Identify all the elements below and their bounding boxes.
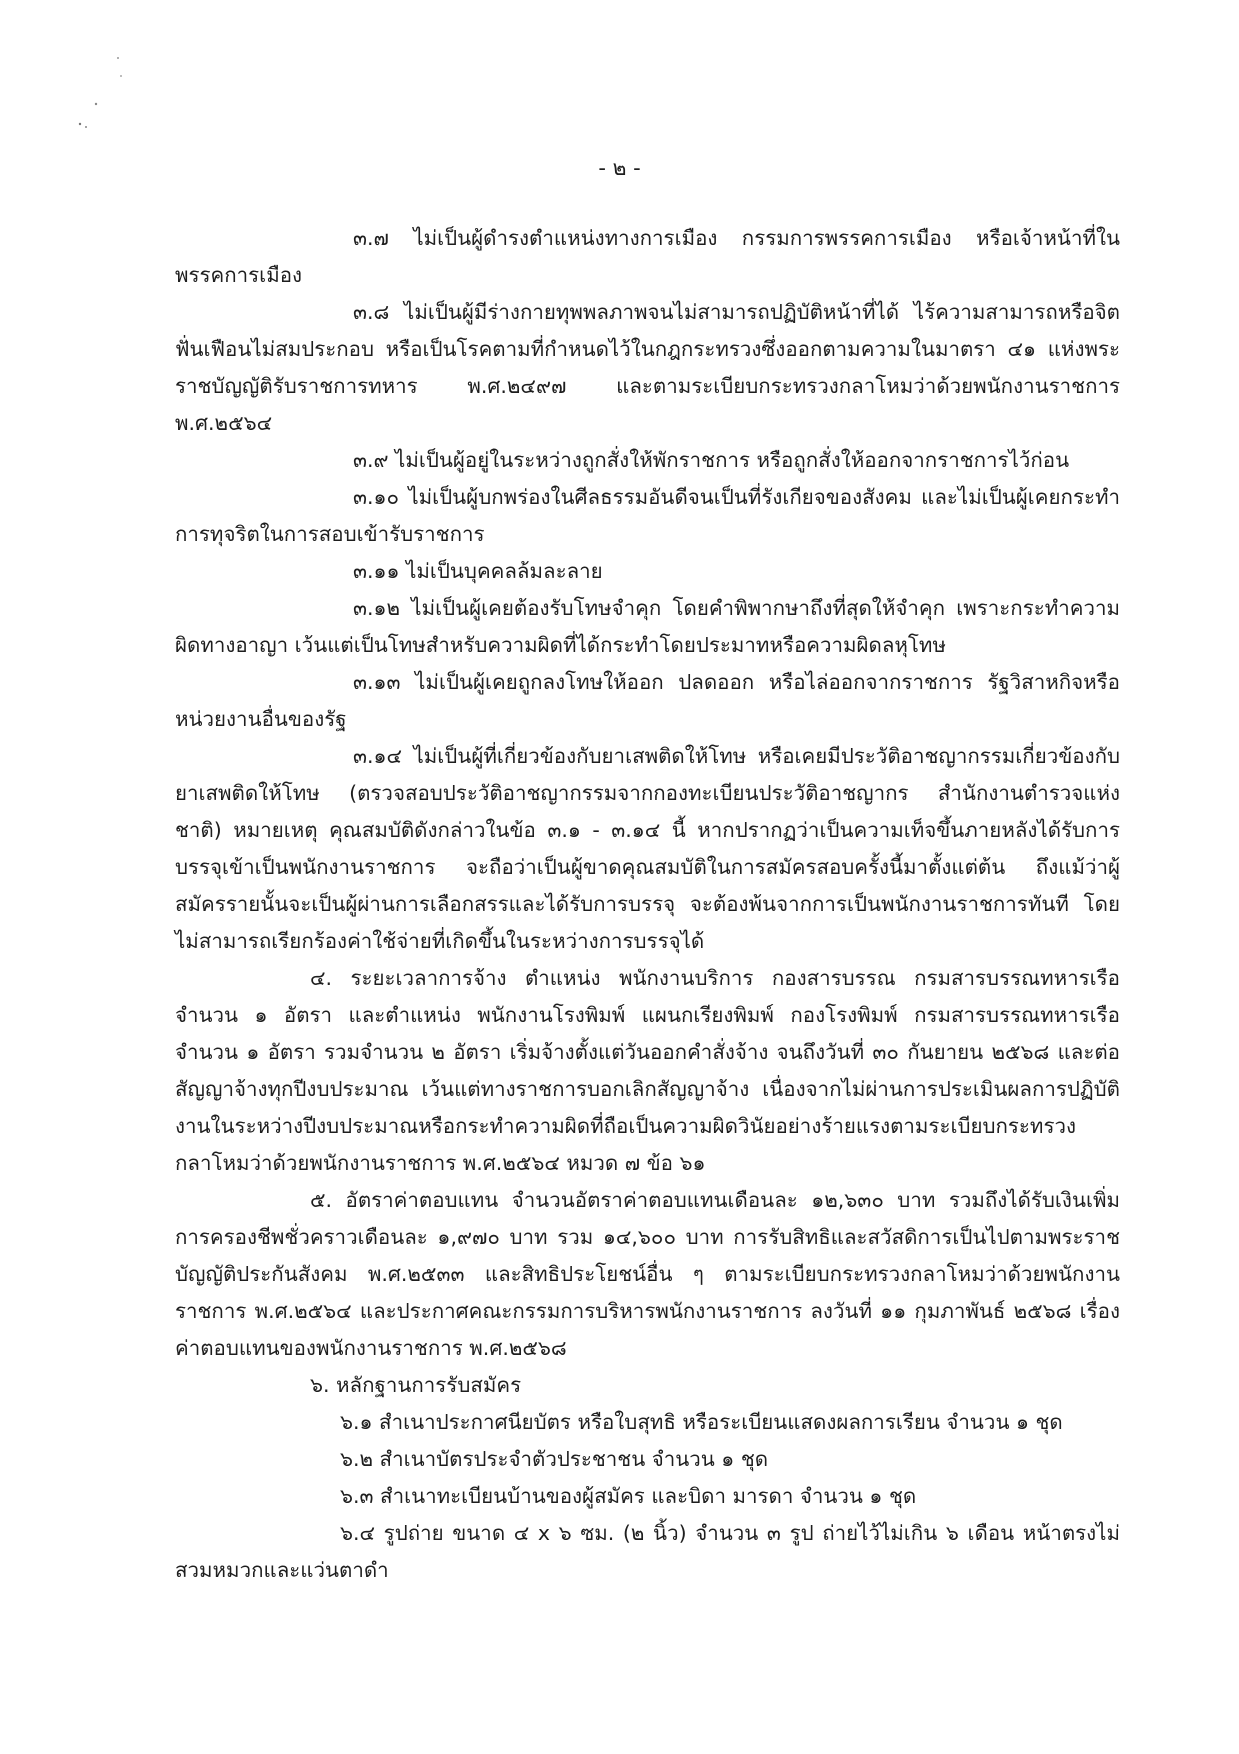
paragraph: ๖.๒ สำเนาบัตรประจำตัวประชาชน จำนวน ๑ ชุด — [340, 1447, 769, 1471]
paragraph: ๖.๔ รูปถ่าย ขนาด ๔ x ๖ ซม. (๒ นิ้ว) จำนวน ๓ รูป ถ่ายไว้ไม่เกิน ๖ เดือน หน้าตรงไม่สวมหมวกและแว่นตาดำ — [175, 1521, 1120, 1582]
document-body — [175, 220, 1120, 1589]
paragraph: ๓.๑๓ ไม่เป็นผู้เคยถูกลงโทษให้ออก ปลดออก หรือไล่ออกจากราชการ รัฐวิสาหกิจหรือหน่วยงานอื่นของรัฐ — [175, 670, 1120, 731]
paragraph: ๓.๑๒ ไม่เป็นผู้เคยต้องรับโทษจำคุก โดยคำพิพากษาถึงที่สุดให้จำคุก เพราะกระทำความผิดทางอาญา เว้นแต่เป็นโทษสำหรับความผิดที่ได้กระทำโดยประมาทหรือความผิดลหุโทษ — [175, 596, 1120, 657]
paragraph: ๓.๑๔ ไม่เป็นผู้ที่เกี่ยวข้องกับยาเสพติดให้โทษ หรือเคยมีประวัติอาชญากรรมเกี่ยวข้องกับยาเสพติดให้โทษ (ตรวจสอบประวัติอาชญากรรมจากกองทะเบียนประวัติอาชญากร สำนักงานตำรวจแห่งชาติ) หมายเหตุ คุณสมบัติดังกล่าวในข้อ ๓.๑ - ๓.๑๔ นี้ หากปรากฏว่าเป็นความเท็จขึ้นภายหลังได้รับการบรรจุเข้าเป็นพนักงานราชการ จะถือว่าเป็นผู้ขาดคุณสมบัติในการสมัครสอบครั้งนี้มาตั้งแต่ต้น ถึงแม้ว่าผู้สมัครรายนั้นจะเป็นผู้ผ่านการเลือกสรรและได้รับการบรรจุ จะต้องพ้นจากการเป็นพนักงานราชการทันที โดยไม่สามารถเรียกร้องค่าใช้จ่ายที่เกิดขึ้นในระหว่างการบรรจุได้ — [175, 744, 1120, 953]
paragraph: ๖.๑ สำเนาประกาศนียบัตร หรือใบสุทธิ หรือระเบียนแสดงผลการเรียน จำนวน ๑ ชุด — [340, 1410, 1063, 1434]
paragraph: ๓.๗ ไม่เป็นผู้ดำรงตำแหน่งทางการเมือง กรรมการพรรคการเมือง หรือเจ้าหน้าที่ในพรรคการเมือง — [175, 226, 1120, 287]
paragraph: ๖.๓ สำเนาทะเบียนบ้านของผู้สมัคร และบิดา มารดา จำนวน ๑ ชุด — [340, 1484, 917, 1508]
paragraph: ๓.๑๑ ไม่เป็นบุคคลล้มละลาย — [353, 559, 603, 583]
paragraph: ๕. อัตราค่าตอบแทน จำนวนอัตราค่าตอบแทนเดือนละ ๑๒,๖๓๐ บาท รวมถึงได้รับเงินเพิ่มการครองชีพชั่วคราวเดือนละ ๑,๙๗๐ บาท รวม ๑๔,๖๐๐ บาท การรับสิทธิและสวัสดิการเป็นไปตามพระราชบัญญัติประกันสังคม พ.ศ.๒๕๓๓ และสิทธิประโยชน์อื่น ๆ ตามระเบียบกระทรวงกลาโหมว่าด้วยพนักงานราชการ พ.ศ.๒๕๖๔ และประกาศคณะกรรมการบริหารพนักงานราชการ ลงวันที่ ๑๑ กุมภาพันธ์ ๒๕๖๘ เรื่อง ค่าตอบแทนของพนักงานราชการ พ.ศ.๒๕๖๘ — [175, 1188, 1120, 1360]
page-number: - ๒ - — [598, 156, 641, 180]
paragraph: ๓.๙ ไม่เป็นผู้อยู่ในระหว่างถูกสั่งให้พักราชการ หรือถูกสั่งให้ออกจากราชการไว้ก่อน — [353, 448, 1070, 472]
paragraph: ๖. หลักฐานการรับสมัคร — [310, 1373, 522, 1397]
paragraph: ๓.๘ ไม่เป็นผู้มีร่างกายทุพพลภาพจนไม่สามารถปฏิบัติหน้าที่ได้ ไร้ความสามารถหรือจิตฟั่นเฟือนไม่สมประกอบ หรือเป็นโรคตามที่กำหนดไว้ในกฎกระทรวงซึ่งออกตามความในมาตรา ๔๑ แห่งพระราชบัญญัติรับราชการทหาร พ.ศ.๒๔๙๗ และตามระเบียบกระทรวงกลาโหมว่าด้วยพนักงานราชการ พ.ศ.๒๕๖๔ — [175, 300, 1120, 435]
paragraph: ๓.๑๐ ไม่เป็นผู้บกพร่องในศีลธรรมอันดีจนเป็นที่รังเกียจของสังคม และไม่เป็นผู้เคยกระทำการทุจริตในการสอบเข้ารับราชการ — [175, 485, 1120, 546]
paragraph: ๔. ระยะเวลาการจ้าง ตำแหน่ง พนักงานบริการ กองสารบรรณ กรมสารบรรณทหารเรือ จำนวน ๑ อัตรา และตำแหน่ง พนักงานโรงพิมพ์ แผนกเรียงพิมพ์ กองโรงพิมพ์ กรมสารบรรณทหารเรือ จำนวน ๑ อัตรา รวมจำนวน ๒ อัตรา เริ่มจ้างตั้งแต่วันออกคำสั่งจ้าง จนถึงวันที่ ๓๐ กันยายน ๒๕๖๘ และต่อสัญญาจ้างทุกปีงบประมาณ เว้นแต่ทางราชการบอกเลิกสัญญาจ้าง เนื่องจากไม่ผ่านการประเมินผลการปฏิบัติงานในระหว่างปีงบประมาณหรือกระทำความผิดที่ถือเป็นความผิดวินัยอย่างร้ายแรงตามระเบียบกระทรวงกลาโหมว่าด้วยพนักงานราชการ พ.ศ.๒๕๖๔ หมวด ๗ ข้อ ๖๑ — [175, 966, 1120, 1175]
scan-specks — [0, 0, 140, 150]
